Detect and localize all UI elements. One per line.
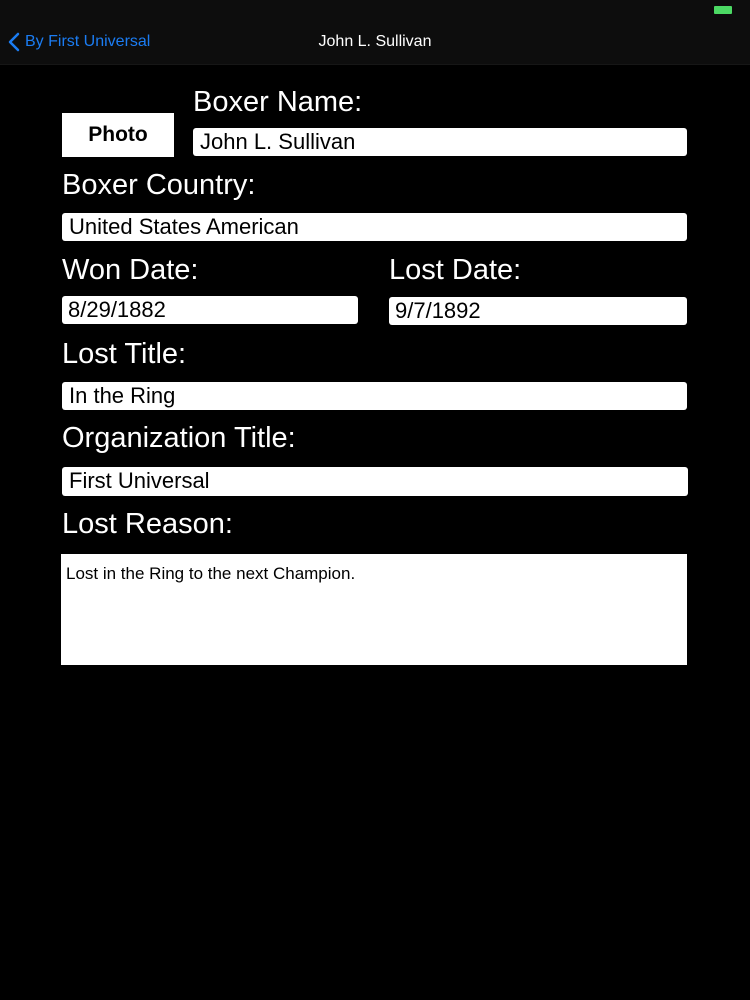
lost-title-field[interactable]: In the Ring: [62, 382, 687, 410]
back-button-label: By First Universal: [25, 33, 151, 50]
boxer-name-label: Boxer Name:: [193, 86, 363, 118]
lost-title-label: Lost Title:: [62, 338, 187, 370]
organization-title-label: Organization Title:: [62, 422, 296, 454]
navigation-bar: [0, 20, 750, 65]
organization-title-field[interactable]: First Universal: [62, 467, 688, 496]
boxer-country-label: Boxer Country:: [62, 169, 256, 201]
lost-date-field[interactable]: 9/7/1892: [389, 297, 687, 325]
lost-reason-textarea[interactable]: Lost in the Ring to the next Champion.: [61, 554, 687, 665]
lost-date-label: Lost Date:: [389, 254, 522, 286]
lost-reason-label: Lost Reason:: [62, 508, 233, 540]
status-bar: [0, 0, 750, 20]
won-date-field[interactable]: 8/29/1882: [62, 296, 358, 324]
battery-icon: [714, 6, 732, 14]
boxer-name-field[interactable]: John L. Sullivan: [193, 128, 687, 156]
boxer-country-field[interactable]: United States American: [62, 213, 687, 241]
won-date-label: Won Date:: [62, 254, 199, 286]
page-title: John L. Sullivan: [318, 33, 432, 50]
photo-button[interactable]: Photo: [62, 113, 174, 157]
